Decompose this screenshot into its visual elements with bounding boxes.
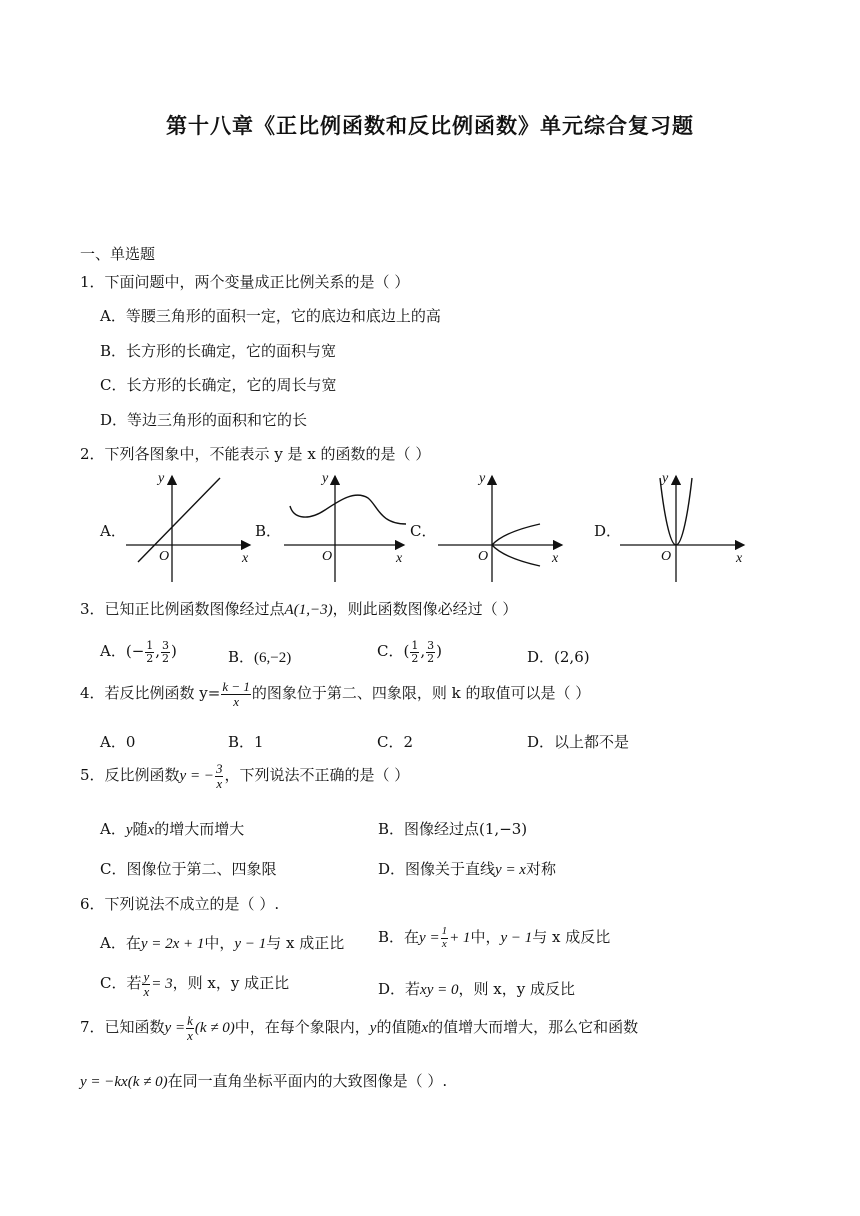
text: 的增大而增大 (154, 820, 245, 838)
equation-right: = 3 (151, 976, 173, 993)
q2-label-b: B． (255, 522, 282, 540)
q5-equation-left: y = − (179, 768, 214, 785)
numerator: 1 (146, 639, 154, 652)
q7-stem-prefix: 7．已知函数 (80, 1018, 165, 1037)
q6-option-d-label: D．若 (378, 980, 421, 998)
fraction (426, 640, 435, 664)
q5-fraction (215, 762, 224, 790)
q5-option-a (100, 818, 244, 839)
equation-right: + 1 (449, 930, 471, 947)
q3-option-d-value: (2,6) (554, 648, 590, 666)
q4-stem (80, 680, 590, 708)
denominator: x (187, 1027, 193, 1043)
fraction (145, 640, 154, 664)
text: 与 x 成反比 (532, 928, 611, 947)
x-axis-label: x (736, 551, 743, 566)
q3-option-d-label: D． (527, 648, 555, 666)
q3-option-a (100, 640, 177, 664)
q5-stem-suffix: ，下列说法不正确的是（ ） (224, 766, 410, 785)
q6-option-a-label: A．在 (100, 934, 141, 952)
text: 在同一直角坐标平面内的大致图像是（ ）. (167, 1072, 448, 1090)
q6-option-a (100, 932, 344, 953)
q2-label-d: D． (594, 522, 622, 540)
y-axis-label: y (662, 471, 669, 486)
straight-line-curve (138, 478, 220, 562)
equation: y = 2x + 1 (140, 936, 205, 952)
text: ，则 x，y 成正比 (172, 974, 290, 993)
y-axis-label: y (158, 471, 165, 486)
x-axis-label: x (242, 551, 249, 566)
equation-left: y = (164, 1020, 186, 1037)
q4-option-a: A．0 (100, 733, 136, 751)
q6-option-c-label: C．若 (100, 974, 142, 993)
q6-option-c (100, 970, 289, 998)
denominator: 2 (146, 651, 154, 665)
paren-close: ) (436, 642, 442, 661)
q3-option-c (377, 640, 442, 664)
denominator: x (143, 983, 150, 999)
q6-option-b (378, 926, 610, 950)
text: 中， (470, 928, 501, 947)
var-y: y (369, 1020, 377, 1037)
denominator: 2 (162, 651, 170, 665)
q7-stem-line1 (80, 1014, 638, 1042)
y-axis-label: y (479, 471, 486, 486)
wavy-curve (290, 495, 406, 524)
denominator: x (216, 775, 223, 791)
q3-option-b-value: (6,−2) (254, 650, 292, 666)
q4-option-c: C．2 (377, 733, 414, 751)
origin-label: O (478, 549, 489, 564)
fraction (142, 970, 150, 998)
text: 对称 (525, 860, 556, 878)
q1-option-a: A．等腰三角形的面积一定，它的底边和底边上的高 (100, 307, 441, 325)
fraction (410, 640, 419, 664)
condition: (k ≠ 0) (194, 1020, 235, 1037)
q6-option-d (378, 978, 575, 999)
x-axis-label: x (396, 551, 403, 566)
q2-stem: 2．下列各图象中，不能表示 y 是 x 的函数的是（ ） (80, 445, 431, 463)
origin-label: O (661, 549, 672, 564)
var-y: y (125, 822, 133, 838)
numerator: y (143, 969, 150, 984)
equation: y = −kx(k ≠ 0) (80, 1074, 168, 1090)
q3-stem-suffix: ，则此函数图像必经过（ ） (332, 600, 518, 618)
y-axis-label: y (322, 471, 329, 486)
text: 中，在每个象限内， (234, 1018, 370, 1037)
text: ，则 x，y 成反比 (458, 980, 575, 998)
q2-label-c: C． (410, 522, 437, 540)
q4-option-b: B．1 (228, 733, 264, 751)
text: 的值随 (376, 1018, 422, 1037)
denominator: 2 (411, 651, 419, 665)
numerator: 3 (427, 639, 435, 652)
q5-stem-prefix: 5．反比例函数 (80, 766, 180, 785)
q3-option-b-label: B． (228, 648, 255, 666)
q3-stem (80, 598, 517, 619)
q5-option-a-label: A． (100, 820, 126, 838)
q3-point: A(1,−3) (284, 602, 333, 618)
q3-stem-prefix: 3．已知正比例函数图像经过点 (80, 600, 285, 618)
q1-option-d: D．等边三角形的面积和它的长 (100, 411, 308, 429)
denominator: x (441, 937, 447, 950)
q4-stem-suffix: 的图象位于第二、四象限，则 k 的取值可以是（ ） (251, 684, 591, 703)
text: 与 x 成正比 (266, 934, 345, 952)
numerator: 3 (162, 639, 170, 652)
numerator: 1 (411, 639, 419, 652)
numerator: k − 1 (222, 679, 250, 694)
paren-open: (− (125, 642, 145, 661)
equation: xy = 0 (420, 982, 459, 998)
page-title: 第十八章《正比例函数和反比例函数》单元综合复习题 (166, 113, 694, 138)
origin-label: O (322, 549, 333, 564)
q4-stem-prefix: 4．若反比例函数 y= (80, 684, 221, 703)
numerator: 1 (441, 925, 448, 937)
var-x: x (421, 1020, 429, 1037)
q5-option-d-equation: y = x (495, 862, 526, 878)
fraction (441, 926, 449, 950)
q5-option-b (378, 818, 527, 839)
denominator: x (233, 693, 240, 709)
expression: y − 1 (234, 936, 267, 952)
text: 中， (204, 934, 235, 952)
x-axis-label: x (552, 551, 559, 566)
q5-option-b-label: B．图像经过点 (378, 820, 480, 838)
q3-option-d (527, 646, 590, 667)
q3-option-a-label: A． (100, 642, 126, 661)
q4-option-d: D．以上都不是 (527, 733, 630, 751)
expression: y − 1 (500, 930, 533, 947)
q2-graph-b (280, 468, 410, 586)
paren-close: ) (171, 642, 177, 661)
q5-option-d-label: D．图像关于直线 (378, 860, 496, 878)
fraction (186, 1014, 194, 1042)
paren-open: ( (403, 642, 410, 661)
q2-graph-a (122, 468, 257, 586)
origin-label: O (159, 549, 170, 564)
numerator: k (187, 1013, 193, 1028)
q3-option-c-label: C． (377, 642, 404, 661)
q2-label-a: A． (100, 522, 126, 540)
comma: , (420, 642, 426, 661)
q5-option-c: C．图像位于第二、四象限 (100, 860, 277, 878)
q7-stem-line2 (80, 1070, 447, 1091)
denominator: 2 (427, 651, 435, 665)
q1-stem: 1．下面问题中，两个变量成正比例关系的是（ ） (80, 273, 410, 291)
numerator: 3 (215, 761, 223, 776)
var-x: x (147, 822, 155, 838)
q4-fraction (221, 680, 251, 708)
equation-left: y = (419, 930, 440, 947)
text: 的值增大而增大，那么它和函数 (428, 1018, 639, 1037)
q1-option-b: B．长方形的长确定，它的面积与宽 (100, 342, 337, 360)
text: 随 (132, 820, 148, 838)
q2-graph-d (616, 468, 751, 586)
q3-option-b (228, 646, 291, 667)
q6-stem: 6．下列说法不成立的是（ ）. (80, 895, 280, 913)
q5-option-b-point: (1,−3) (479, 820, 528, 838)
q6-option-b-label: B．在 (378, 928, 420, 947)
q5-option-d (378, 858, 556, 879)
section-heading: 一、单选题 (80, 245, 156, 263)
q5-stem (80, 762, 409, 790)
q1-option-c: C．长方形的长确定，它的周长与宽 (100, 376, 337, 394)
q2-graph-c (434, 468, 569, 586)
comma: , (155, 642, 161, 661)
fraction (161, 640, 170, 664)
